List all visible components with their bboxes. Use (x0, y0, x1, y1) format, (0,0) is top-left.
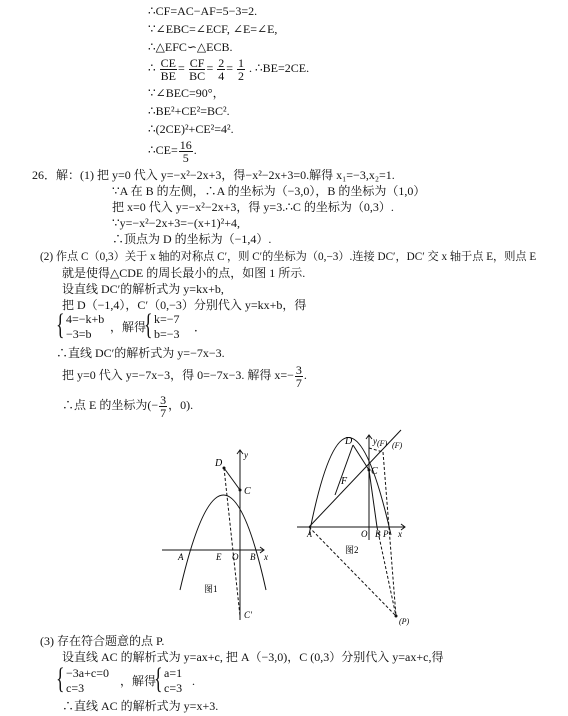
system2-eq1: −3a+c=0 (66, 666, 109, 680)
fig2-segment-df (335, 445, 353, 495)
fig1-label-e: E (216, 552, 222, 562)
fig1-label-b: B (250, 552, 256, 562)
line-cf: ∴CF=AC−AF=5−3=2. (148, 4, 258, 18)
fig1-label-cprime: C′ (244, 610, 252, 620)
fig2-label-y: y (373, 436, 377, 446)
q26-line-2: ∵A 在 B 的左侧，∴A 的坐标为（−3,0），B 的坐标为（1,0） (112, 184, 426, 198)
fig2-label-f: F (341, 476, 348, 487)
figure-1 (160, 440, 290, 630)
fraction-ce-be: $\frac{CE}{BE}$ (160, 55, 176, 83)
system2-end: . (192, 674, 195, 688)
fraction-3-7-a: $\frac{3}{7}$ (295, 362, 302, 390)
part3-line-2: 设直线 AC 的解析式为 y=ax+c, 把 A（−3,0)，C (0,3）分别代入 y=ax+c,得 (62, 650, 444, 664)
fig1-caption: 图1 (204, 584, 218, 594)
fig1-label-a: A (178, 552, 184, 562)
fig1-segment-dc (224, 468, 240, 490)
line-right-angle: ∵∠BEC=90°， (148, 86, 225, 100)
fig1-label-o: O (232, 552, 239, 562)
fig2-line-ap (309, 527, 396, 616)
part2-line-1: (2) 作点 C（0,3）关于 x 轴的对称点 C′，则 C′的坐标为（0,−3）.连接 DC′，DC′ 交 x 轴于点 E，则点 E (40, 251, 537, 263)
fig1-label-d: D (215, 458, 223, 469)
fig2-label-c: C (371, 466, 378, 477)
fraction-16-5: $\frac{16}{5}$ (179, 137, 192, 165)
part2-line-3: 设直线 DC′的解析式为 y=kx+b, (62, 282, 224, 296)
fig1-label-x: x (264, 552, 268, 562)
fig2-label-p1: (P) (399, 617, 410, 626)
fig1-point-d (223, 467, 226, 470)
line-substitute: ∴(2CE)²+CE²=4². (148, 122, 234, 136)
part2-line-7: ∴点 E 的坐标为(− $\frac{3}{7}$ ，0). (62, 392, 194, 420)
figure-2 (295, 400, 425, 630)
system1-eq1: 4=−k+b (66, 312, 105, 326)
fig2-label-o: O (361, 529, 368, 539)
fraction-3-7-b: $\frac{3}{7}$ (160, 392, 167, 420)
part3-line-3: ∴直线 AC 的解析式为 y=x+3. (62, 699, 219, 713)
fraction-2-4: $\frac{2}{4}$ (218, 55, 225, 83)
system1-b: b=−3 (154, 327, 180, 341)
q26-line-3: 把 x=0 代入 y=−x²−2x+3，得 y=3.∴C 的坐标为（0,3）. (112, 200, 394, 214)
system1-eq2: −3=b (66, 327, 92, 341)
system1-k: k=−7 (154, 312, 180, 326)
part2-line-5: ∴直线 DC′的解析式为 y=−7x−3. (56, 346, 225, 360)
fig1-line-dcp (224, 468, 240, 616)
system2-c: c=3 (164, 681, 183, 695)
line-similar: ∴△EFC∽△ECB. (148, 40, 233, 54)
fig2-label-f2: (F) (392, 441, 403, 450)
system-brace-4: { (154, 662, 163, 695)
fig2-segment-ff (369, 448, 383, 452)
fig1-parabola (180, 495, 266, 590)
system-brace-3: { (56, 662, 65, 695)
fig2-label-d: D (345, 436, 353, 447)
system-brace-1: { (56, 308, 65, 341)
part2-line-4: 把 D（−1,4），C′（0,−3）分别代入 y=kx+b，得 (62, 298, 307, 312)
fig2-segment-bp (377, 527, 396, 616)
fraction-cf-bc: $\frac{CF}{BC}$ (189, 55, 206, 83)
line-ce-result: ∴CE= $\frac{16}{5}$ . (148, 137, 197, 165)
q26-line-4: ∵y=−x²−2x+3=−(x+1)²+4, (112, 216, 240, 230)
system2-solve: ，解得 (120, 674, 157, 688)
system-brace-2: { (144, 308, 153, 341)
part2-line-6: 把 y=0 代入 y=−7x−3，得 0=−7x−3. 解得 x=− $\frac{3}{7}$ . (62, 362, 307, 390)
part3-line-1: (3) 存在符合题意的点 P. (40, 634, 165, 648)
fig2-point-p (395, 615, 398, 618)
system2-eq2: c=3 (66, 681, 85, 695)
fig2-label-a: A (307, 530, 312, 539)
fig2-caption: 图2 (345, 545, 359, 555)
fig1-label-y: y (244, 450, 248, 460)
fig2-label-x: x (398, 529, 402, 539)
fig1-label-c: C (244, 486, 251, 497)
fig2-label-f1: (F) (377, 439, 388, 448)
line-angles: ∵∠EBC=∠ECF, ∠E=∠E, (148, 22, 278, 36)
line-pythagoras: ∴BE²+CE²=BC². (148, 104, 230, 118)
q26-line-1: 26．解：(1) 把 y=0 代入 y=−x²−2x+3，得−x²−2x+3=0.解得 x₁=−3,x₂=1. (32, 168, 395, 182)
q26-line-5: ∴顶点为 D 的坐标为（−1,4）. (112, 232, 272, 246)
fig2-label-b: B (375, 529, 381, 539)
fig2-segment-dc (353, 445, 369, 470)
system1-solve: ，解得 (110, 320, 147, 334)
system2-a: a=1 (164, 666, 183, 680)
line-ratio: ∴ $\frac{CE}{BE}$ = $\frac{CF}{BC}$ = $\frac{2}{4}$ = $\frac{1}{2}$ . ∴BE=2CE. (148, 55, 310, 83)
part2-line-2: 就是使得△CDE 的周长最小的点，如图 1 所示. (62, 266, 306, 280)
system1-end: ． (194, 320, 207, 334)
fig2-label-p: P (383, 529, 389, 539)
fraction-1-2: $\frac{1}{2}$ (238, 55, 245, 83)
fig1-point-c (239, 489, 242, 492)
